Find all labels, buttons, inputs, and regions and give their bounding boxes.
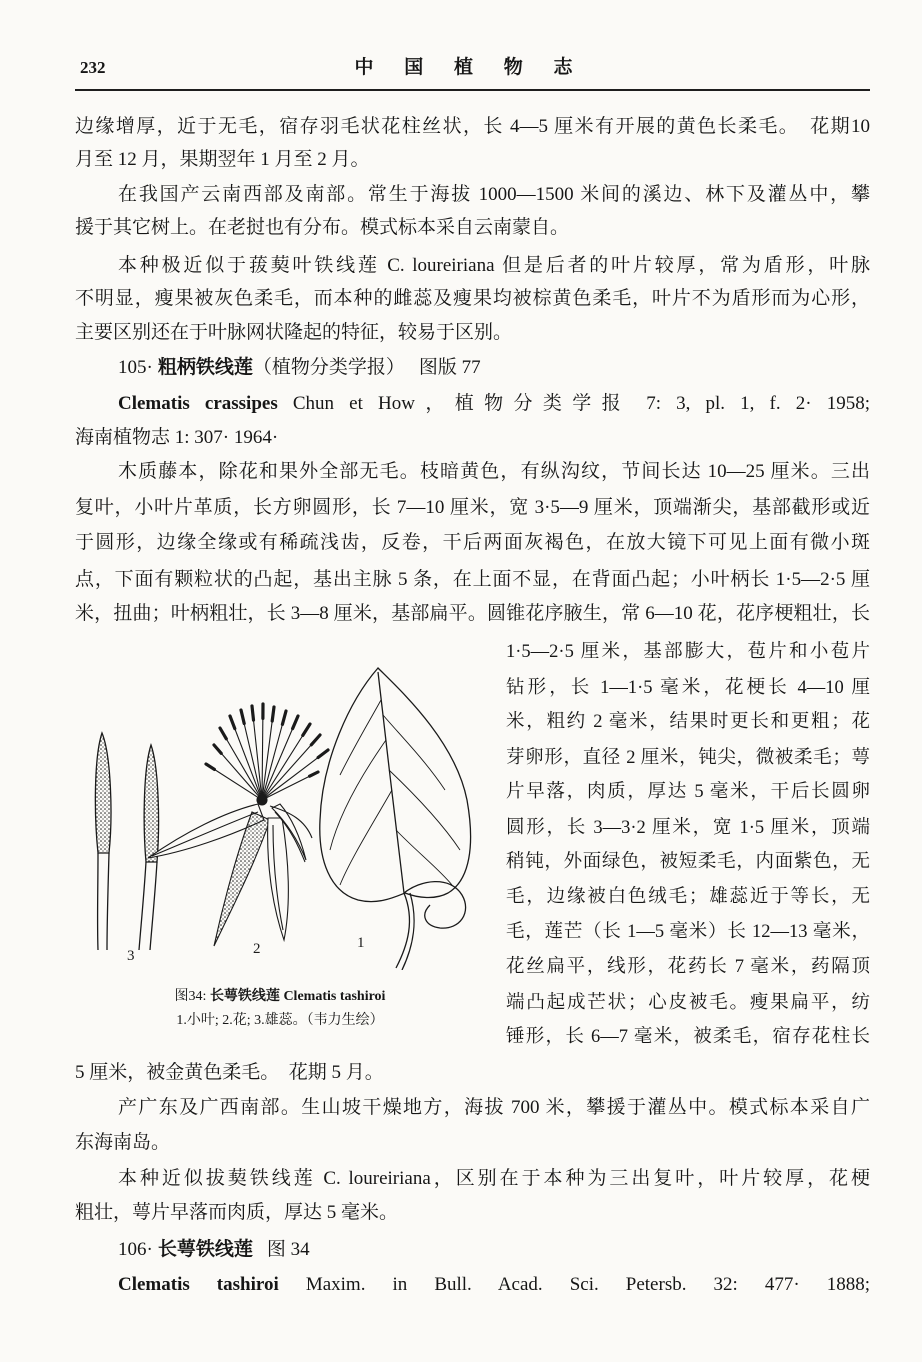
anther <box>293 716 298 729</box>
figure-labels <box>127 935 365 964</box>
text-line: 5 厘米，被金黄色柔毛。 花期 5 月。 <box>75 1062 384 1083</box>
species-name: 粗柄铁线莲 <box>157 357 253 378</box>
stamen-drawing <box>95 733 158 950</box>
stamen-filament <box>107 853 109 950</box>
stamen-filament <box>150 862 157 950</box>
text-line: 不明显，瘦果被灰色柔毛，而本种的雌蕊及瘦果均被棕黄色柔毛，叶片不为盾形而为心形， <box>75 288 870 309</box>
stamen-anther <box>95 733 111 853</box>
citation-text: Chun et How，植物分类学报 7: 3, pl. 1, f. 2· 1958; <box>292 393 871 414</box>
text-line: 东海南岛。 <box>75 1132 171 1153</box>
running-title: 中 国 植 物 志 <box>354 57 586 78</box>
figure-caption-parts: 1.小叶; 2.花; 3.雄蕊。（韦力生绘） <box>176 1013 384 1028</box>
species-number: 106· <box>118 1239 153 1260</box>
flower-drawing <box>148 704 328 946</box>
anther <box>241 710 244 724</box>
header-rule <box>75 89 870 91</box>
species-source: （植物分类学报） <box>252 357 405 378</box>
text-line: 粗壮，萼片早落而肉质，厚达 5 毫米。 <box>75 1202 399 1223</box>
column-line: 1·5—2·5 厘米，基部膨大，苞片和小苞片 <box>506 642 870 662</box>
column-line: 片早落，肉质，厚达 5 毫米，干后长圆卵 <box>506 782 870 802</box>
plate-reference: 图版 77 <box>418 357 481 378</box>
column-line: 端凸起成芒状；心皮被毛。瘦果扁平，纺 <box>506 993 870 1013</box>
sepal <box>268 818 289 940</box>
column-line: 花丝扁平，线形，花药长 7 毫米，药隔顶 <box>506 957 870 977</box>
text-line: 点，下面有颗粒状的凸起，基出主脉 5 条，在上面不显，在背面凸起；小叶柄长 1·5—2·5 厘 <box>75 569 870 590</box>
caption-label: 图34: <box>174 989 207 1004</box>
text-line: 米，扭曲；叶柄粗壮，长 3—8 厘米，基部扁平。圆锥花序腋生，常 6—10 花，花序梗粗壮，长 <box>75 603 870 624</box>
label-flower: 2 <box>253 941 261 957</box>
text-line: 复叶，小叶片革质，长方卵圆形，长 7—10 厘米，宽 3·5—9 厘米，顶端渐尖，基部截形或近 <box>75 497 870 518</box>
anther <box>206 764 214 769</box>
text-line: 木质藤本，除花和果外全部无毛。枝暗黄色，有纵沟纹，节间长达 10—25 厘米。三出 <box>118 461 870 482</box>
anther <box>272 707 274 721</box>
column-line: 钻形，长 1—1·5 毫米，花梗长 4—10 厘 <box>506 678 870 698</box>
anther <box>230 716 235 729</box>
figure-34-illustration <box>75 640 495 970</box>
latin-name: Clematis tashiroi <box>118 1274 279 1295</box>
text-line: 月至 12 月，果期翌年 1 月至 2 月。 <box>75 149 370 170</box>
figure-reference: 图 34 <box>266 1239 310 1260</box>
figure-caption <box>100 985 460 1009</box>
species-name: 长萼铁线莲 <box>157 1239 253 1260</box>
citation-text: Maxim. in Bull. Acad. Sci. Petersb. 32: 477· 1888; <box>305 1274 871 1295</box>
text-line: 本种近似拔葜铁线莲 C. loureiriana，区别在于本种为三出复叶，叶片较厚，花梗 <box>118 1168 870 1189</box>
column-line: 稍钝，外面绿色，被短柔毛，内面紫色，无 <box>506 852 870 872</box>
text-line: 本种极近似于菝葜叶铁线莲 C. loureiriana 但是后者的叶片较厚，常为盾形，叶脉 <box>118 255 870 276</box>
species-105-heading <box>118 351 870 385</box>
text-line: 边缘增厚，近于无毛，宿存羽毛状花柱丝状，长 4—5 厘米有开展的黄色长柔毛。 花期10 <box>75 116 870 137</box>
leaf-drawing <box>320 668 471 970</box>
text-line: 于圆形，边缘全缘或有稀疏浅齿，反卷，干后两面灰褐色，在放大镜下可见上面有微小斑 <box>75 532 870 553</box>
column-line: 毛，边缘被白色绒毛；雄蕊近于等长，无 <box>506 887 870 907</box>
anther <box>220 728 226 739</box>
flower-center <box>257 795 267 805</box>
anther <box>252 706 254 720</box>
species-105-citation <box>118 387 870 421</box>
leaf-blade <box>320 668 471 902</box>
anther <box>214 745 221 753</box>
column-line: 锤形，长 6—7 毫米，被柔毛，宿存花柱长 <box>506 1027 870 1047</box>
species-number: 105· <box>118 357 153 378</box>
page-number: 232 <box>80 58 106 77</box>
species-106-citation <box>118 1268 870 1302</box>
anther <box>318 750 328 758</box>
anther <box>282 711 286 724</box>
label-stamen: 3 <box>127 948 135 964</box>
text-line: 在我国产云南西部及南部。常生于海拔 1000—1500 米间的溪边、林下及灌丛中，攀 <box>118 184 870 205</box>
text-line: 主要区别还在于叶脉网状隆起的特征，较易于区别。 <box>75 322 513 343</box>
stamen-filament <box>139 862 146 950</box>
anther <box>303 724 310 735</box>
stamen-anther <box>144 745 158 862</box>
anther <box>310 772 318 776</box>
column-line: 米，粗约 2 毫米，结果时更长和更粗；花 <box>506 712 870 732</box>
caption-name: 长萼铁线莲 <box>209 989 280 1004</box>
column-line: 圆形，长 3—3·2 厘米，宽 1·5 厘米，顶端 <box>506 818 870 838</box>
latin-name: Clematis crassipes <box>118 393 278 414</box>
species-105-citation-2: 海南植物志 1: 307· 1964· <box>75 427 279 448</box>
text-line: 援于其它树上。在老挝也有分布。模式标本采自云南蒙自。 <box>75 217 570 238</box>
caption-latin: Clematis tashiroi <box>283 989 386 1004</box>
column-line: 芽卵形，直径 2 厘米，钝尖，微被柔毛；萼 <box>506 748 870 768</box>
text-line: 产广东及广西南部。生山坡干燥地方，海拔 700 米，攀援于灌丛中。模式标本采自广 <box>118 1097 870 1118</box>
column-line: 毛，莲芒（长 1—5 毫米）长 12—13 毫米， <box>506 922 870 942</box>
species-106-heading <box>118 1233 870 1267</box>
label-leaf: 1 <box>357 935 365 951</box>
anther <box>311 735 320 745</box>
